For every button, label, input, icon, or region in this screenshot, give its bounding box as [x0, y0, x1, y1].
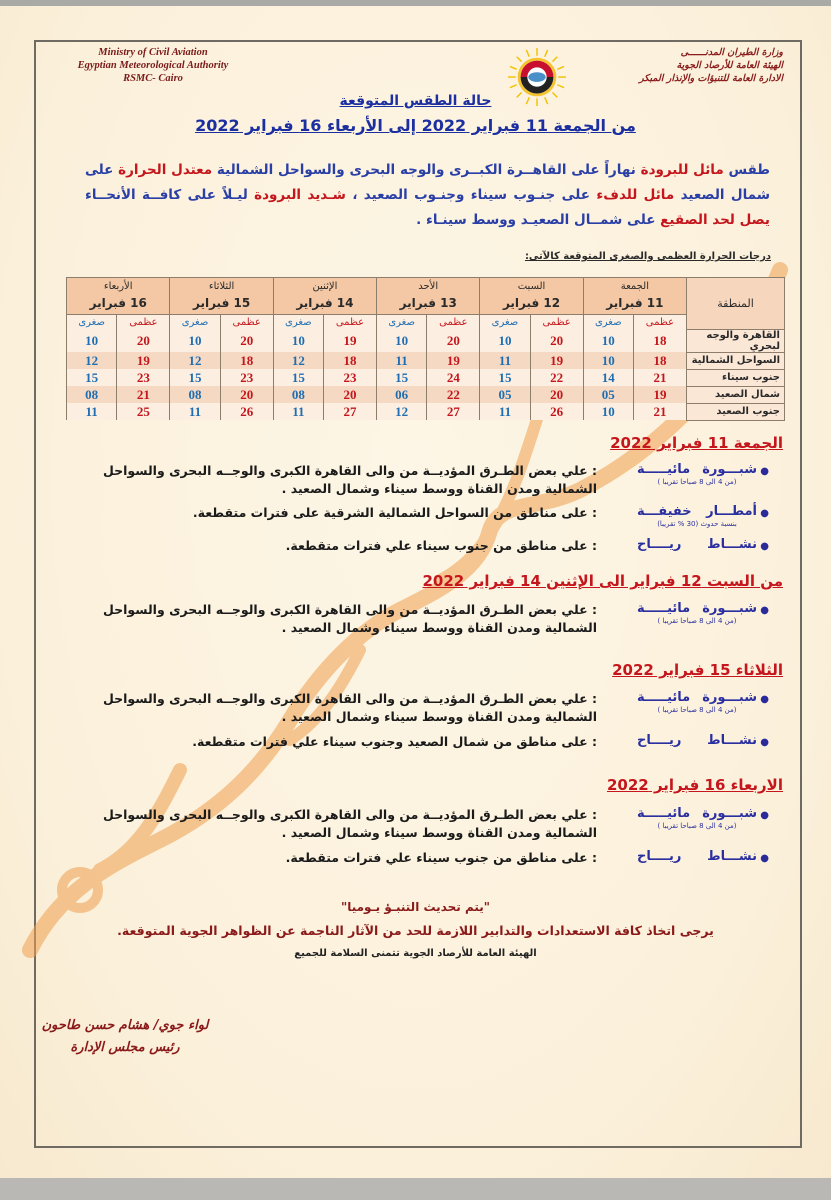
day-header: السبت 12 فبراير — [480, 278, 583, 315]
region-cell: جنوب الصعيد — [687, 403, 785, 420]
min-temp: 10 — [170, 329, 220, 352]
max-temp: 21 — [117, 386, 170, 403]
max-temp: 20 — [323, 386, 376, 403]
section-heading: الثلاثاء 15 فبراير 2022 — [612, 661, 783, 679]
intro-text: نهاراً على القاهــرة الكبــرى والوجه البحرى والسواحل الشمالية — [212, 162, 641, 178]
highlight-text: معتدل الحرارة — [118, 162, 213, 178]
min-temp: 11 — [273, 403, 323, 420]
phenomenon-name: نشـــاط ريــــاح — [637, 849, 757, 864]
phenomenon-name: شبـــورة مائيـــــة — [637, 601, 757, 616]
min-temp: 08 — [273, 386, 323, 403]
temperature-table — [66, 277, 785, 421]
max-temp: 23 — [117, 369, 170, 386]
min-temp: 05 — [583, 386, 633, 403]
bullet-icon: ● — [760, 508, 769, 519]
bullet-icon: ● — [760, 466, 769, 477]
region-cell: السواحل الشمالية — [687, 352, 785, 369]
max-label: عظمى — [427, 315, 480, 330]
min-temp: 10 — [67, 329, 117, 352]
phenomenon-name: شبـــورة مائيـــــة — [637, 806, 757, 821]
day-header: الإثنين 14 فبراير — [273, 278, 376, 315]
min-temp: 15 — [377, 369, 427, 386]
max-temp: 27 — [323, 403, 376, 420]
max-temp: 21 — [633, 403, 686, 420]
header-en-line: Ministry of Civil Aviation — [98, 47, 208, 58]
max-temp: 25 — [117, 403, 170, 420]
update-note: "يتم تحديث التنبـؤ يـوميا" — [340, 900, 491, 914]
phenomenon-name: أمطـــار خفيفـــة — [637, 504, 757, 519]
min-temp: 10 — [583, 352, 633, 369]
intro-text: ليـلاً على كافــة الأنحــاء — [85, 187, 255, 203]
intro-paragraph — [85, 158, 770, 233]
min-temp: 10 — [273, 329, 323, 352]
phenomenon-note: بنسبة حدوث (30 % تقريبا) — [657, 520, 737, 528]
forecast-item — [49, 690, 769, 726]
max-temp: 26 — [220, 403, 273, 420]
max-temp: 22 — [427, 386, 480, 403]
max-temp: 20 — [427, 329, 480, 352]
day-header: الأحد 13 فبراير — [377, 278, 480, 315]
header-en-line: RSMC- Cairo — [123, 73, 183, 84]
max-label: عظمى — [323, 315, 376, 330]
max-label: عظمى — [633, 315, 686, 330]
bottom-bar — [0, 1178, 831, 1200]
min-label: صغرى — [273, 315, 323, 330]
max-temp: 20 — [530, 329, 583, 352]
max-temp: 18 — [633, 329, 686, 352]
max-temp: 23 — [220, 369, 273, 386]
forecast-item — [49, 806, 769, 842]
table-row — [67, 403, 785, 420]
min-temp: 12 — [273, 352, 323, 369]
min-label: صغرى — [583, 315, 633, 330]
phenomenon-note: (من 4 الى 8 صباحا تقريبا ) — [657, 822, 737, 830]
header-en-line: Egyptian Meteorological Authority — [77, 60, 229, 71]
min-temp: 10 — [480, 329, 530, 352]
section-heading: من السبت 12 فبراير الى الإثنين 14 فبراير 2022 — [422, 572, 783, 590]
header-ar-line: الهيئة العامة للأرصاد الجوية — [676, 60, 783, 71]
max-temp: 24 — [427, 369, 480, 386]
wish-text: الهيئة العامة للأرصاد الجوية تتمنى السلامة للجميع — [294, 948, 537, 959]
phenomenon-description: : على مناطق من جنوب سيناء علي فترات متقطعة. — [285, 850, 597, 865]
min-temp: 11 — [67, 403, 117, 420]
max-temp: 18 — [220, 352, 273, 369]
min-temp: 11 — [377, 352, 427, 369]
bullet-icon: ● — [760, 853, 769, 864]
max-label: عظمى — [220, 315, 273, 330]
phenomenon-note: (من 4 الى 8 صباحا تقريبا ) — [657, 706, 737, 714]
max-temp: 27 — [427, 403, 480, 420]
phenomenon-description: : على مناطق من السواحل الشمالية الشرقية على فترات متقطعة. — [192, 505, 597, 520]
table-row — [67, 386, 785, 403]
phenomenon-name: شبـــورة مائيـــــة — [637, 462, 757, 477]
min-temp: 05 — [480, 386, 530, 403]
day-header: الجمعة 11 فبراير — [583, 278, 686, 315]
phenomenon-note: (من 4 الى 8 صباحا تقريبا ) — [657, 478, 737, 486]
forecast-item — [49, 601, 769, 637]
max-temp: 21 — [633, 369, 686, 386]
max-temp: 19 — [633, 386, 686, 403]
max-label: عظمى — [117, 315, 170, 330]
min-temp: 10 — [377, 329, 427, 352]
phenomenon-description: : على مناطق من جنوب سيناء علي فترات متقطعة. — [285, 538, 597, 553]
phenomenon-description: : علي بعض الطـرق المؤديــة من والى القاهرة الكبرى والوجــه البحرى والسواحل الشمالية ومدن القناة ووسط سيناء وشمال الصعيد . — [102, 691, 597, 724]
advice-text: يرجى اتخاذ كافة الاستعدادات والتدابير اللازمة للحد من الآثار الناجمة عن الظواهر الجوية المتوقعة. — [117, 923, 714, 938]
forecast-item — [49, 849, 769, 867]
intro-text: على شمــال الصعيـد ووسط سينـاء . — [416, 212, 661, 228]
intro-text: على جنـوب سيناء وجنـوب الصعيد ، — [345, 187, 597, 203]
min-temp: 11 — [170, 403, 220, 420]
max-temp: 20 — [220, 386, 273, 403]
highlight-text: شـديد البرودة — [254, 187, 346, 203]
header-english — [68, 46, 238, 85]
min-temp: 12 — [170, 352, 220, 369]
min-label: صغرى — [377, 315, 427, 330]
region-cell: القاهرة والوجه لبحري — [687, 329, 785, 352]
max-temp: 20 — [117, 329, 170, 352]
bullet-icon: ● — [760, 810, 769, 821]
page-title: حالة الطقس المتوقعة — [339, 93, 492, 109]
bullet-icon: ● — [760, 694, 769, 705]
signature-name: لواء جوي/ هشام حسن طاحون — [41, 1018, 209, 1033]
highlight-text: مائل للدفء — [596, 187, 675, 203]
header-arabic — [583, 46, 783, 85]
section-heading: الجمعة 11 فبراير 2022 — [610, 434, 783, 452]
min-temp: 12 — [67, 352, 117, 369]
region-cell: جنوب سيناء — [687, 369, 785, 386]
max-temp: 18 — [633, 352, 686, 369]
max-temp: 19 — [427, 352, 480, 369]
header-ar-line: الادارة العامة للتنبؤات والإنذار المبكر — [639, 73, 783, 84]
max-temp: 26 — [530, 403, 583, 420]
min-temp: 15 — [67, 369, 117, 386]
min-label: صغرى — [67, 315, 117, 330]
table-row — [67, 369, 785, 386]
phenomenon-name: شبـــورة مائيـــــة — [637, 690, 757, 705]
page-subtitle: من الجمعة 11 فبراير 2022 إلى الأربعاء 16 فبراير 2022 — [195, 116, 636, 135]
phenomenon-description: : علي بعض الطـرق المؤديــة من والى القاهرة الكبرى والوجــه البحرى والسواحل الشمالية ومدن القناة ووسط سيناء وشمال الصعيد . — [102, 602, 597, 635]
intro-text: طقس — [723, 162, 771, 178]
min-temp: 15 — [480, 369, 530, 386]
max-temp: 18 — [323, 352, 376, 369]
bullet-icon: ● — [760, 605, 769, 616]
max-temp: 20 — [530, 386, 583, 403]
temps-label: درجات الحرارة العظمى والصغرى المتوقعة كالآتى: — [524, 251, 771, 262]
phenomenon-note: (من 4 الى 8 صباحا تقريبا ) — [657, 617, 737, 625]
header-ar-line: وزارة الطيران المدنــــــى — [680, 47, 783, 58]
max-temp: 19 — [530, 352, 583, 369]
region-cell: شمال الصعيد — [687, 386, 785, 403]
min-temp: 10 — [583, 403, 633, 420]
forecast-item — [49, 733, 769, 751]
min-temp: 14 — [583, 369, 633, 386]
table-row — [67, 329, 785, 352]
min-temp: 11 — [480, 403, 530, 420]
phenomenon-description: : علي بعض الطـرق المؤديــة من والى القاهرة الكبرى والوجــه البحرى والسواحل الشمالية ومدن القناة ووسط سيناء وشمال الصعيد . — [102, 807, 597, 840]
max-temp: 23 — [323, 369, 376, 386]
highlight-text: مائل للبرودة — [640, 162, 724, 178]
min-temp: 15 — [273, 369, 323, 386]
max-temp: 19 — [323, 329, 376, 352]
table-row — [67, 352, 785, 369]
min-temp: 08 — [170, 386, 220, 403]
min-temp: 11 — [480, 352, 530, 369]
max-temp: 20 — [220, 329, 273, 352]
forecast-item — [49, 537, 769, 555]
min-temp: 10 — [583, 329, 633, 352]
signature-title: رئيس مجلس الإدارة — [70, 1040, 180, 1055]
max-temp: 19 — [117, 352, 170, 369]
day-header: الثلاثاء 15 فبراير — [170, 278, 273, 315]
day-header: الأربعاء 16 فبراير — [67, 278, 170, 315]
max-label: عظمى — [530, 315, 583, 330]
bullet-icon: ● — [760, 541, 769, 552]
phenomenon-name: نشـــاط ريــــاح — [637, 537, 757, 552]
intro-text: على شمال الصعيد — [85, 162, 770, 203]
min-label: صغرى — [480, 315, 530, 330]
min-temp: 08 — [67, 386, 117, 403]
min-temp: 15 — [170, 369, 220, 386]
highlight-text: يصل لحد الصقيع — [660, 212, 770, 228]
min-temp: 12 — [377, 403, 427, 420]
bullet-icon: ● — [760, 737, 769, 748]
phenomenon-name: نشـــاط ريــــاح — [637, 733, 757, 748]
phenomenon-description: : علي بعض الطـرق المؤديــة من والى القاهرة الكبرى والوجــه البحرى والسواحل الشمالية ومدن القناة ووسط سيناء وشمال الصعيد . — [102, 463, 597, 496]
min-label: صغرى — [170, 315, 220, 330]
min-temp: 06 — [377, 386, 427, 403]
max-temp: 22 — [530, 369, 583, 386]
phenomenon-description: : على مناطق من شمال الصعيد وجنوب سيناء علي فترات متقطعة. — [192, 734, 597, 749]
section-heading: الاربعاء 16 فبراير 2022 — [606, 776, 783, 794]
region-header: المنطقة — [687, 278, 785, 330]
forecast-item — [49, 462, 769, 498]
forecast-item — [49, 504, 769, 528]
